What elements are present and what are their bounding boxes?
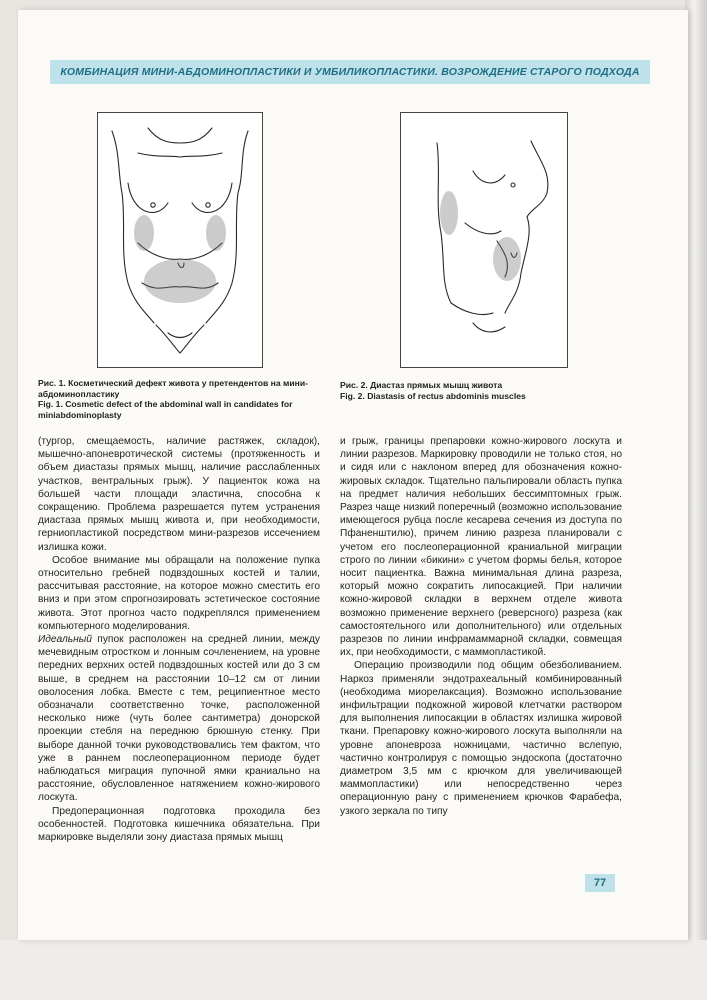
scan-margin [0, 940, 707, 1000]
figure-1-caption-ru: Рис. 1. Косметический дефект живота у претендентов на мини-абдоминопластику [38, 378, 308, 399]
book-spine [685, 0, 707, 1000]
page-number-label: 77 [593, 877, 607, 889]
figure-2-caption-en: Fig. 2. Diastasis of rectus abdominis muscles [340, 390, 526, 401]
figure-2 [400, 112, 568, 368]
running-header [50, 60, 650, 84]
paragraph [38, 633, 320, 805]
right-column [340, 435, 622, 818]
paragraph: и грыж, границы препаровки кожно-жирового лоскута и линии разрезов. Маркировку проводили не только стоя, но и сидя или с наклоном вперед для обозначения кожно-жировых складок. Тщательно пальпировали область пупка на предмет наличия небольших бессимптомных грыж. Разрез чаще низкий поперечный (возможно использование имеющегося рубца после кесарева сечения из доступа по Пфаненштилю), причем линию разреза планировали с учетом его послеоперационной краниальной миграции строго по линии «бикини» с учетом формы белья, которое носит пациентка. Важна минимальная длина разреза, который можно сократить липосакцией. При наличии кожно-жировой складки в верхнем отделе живота возможно применение верхнего (реверсного) разреза (как самостоятельного или дополнительного) или отдельных разрезов по линии инфрамаммарной складки, совмещая их, при необходимости, с маммопластикой. [340, 436, 622, 659]
torso-front-sketch-icon [98, 113, 262, 367]
page-number [585, 874, 615, 892]
figure-2-caption-ru: Рис. 2. Диастаз прямых мышц живота [340, 380, 503, 390]
figure-1-caption-en: Fig. 1. Cosmetic defect of the abdominal wall in candidates for miniabdominoplasty [38, 399, 293, 420]
paragraph: Особое внимание мы обращали на положение пупка относительно гребней подвздошных костей и талии, рассчитывая расстояние, на которое можно сместить его вниз и при этом спрогнозировать эстетическое состояние живота. Этот прогноз часто подкреплялся применением компьютерного моделирования. [38, 554, 320, 632]
figure-1 [97, 112, 263, 368]
paragraph: (тургор, смещаемость, наличие растяжек, складок), мышечно-апоневротической системы (протяженность и объем диастазы прямых мышц, наличие расслабленных участков, вентральных грыж). У пациенток кожа на большей части площади эластична, способна к сокращению. Проблема разрешается путем устранения диастаза прямых мышц живота и, при необходимости, герниопластикой посредством мини-разрезов иссечением излишка кожи. [38, 436, 320, 553]
paragraph-continuation: пупок расположен на средней линии, между мечевидным отростком и лонным сочленением, на уровне передних верхних остей подвздошных костей или до 3 см выше, в среднем на расстоянии 10–12 см от линии оволосения лобка. Вместе с тем, реципиентное место обозначали соответственно точке, расположенной несколько ниже (чуть более сантиметра) донорской проекции стебля на переднюю брюшную стенку. При выборе данной точки руководствовались тем фактом, что уже в раннем послеоперационном периоде будет наблюдаться миграция пупочной ямки краниально на расстояние, обусловленное натяжением кожно-жирового лоскута. [38, 634, 320, 804]
running-title: КОМБИНАЦИЯ МИНИ-АБДОМИНОПЛАСТИКИ И УМБИЛИКОПЛАСТИКИ. ВОЗРОЖДЕНИЕ СТАРОГО ПОДХОДА [60, 66, 640, 78]
left-column [38, 435, 320, 844]
figure-1-caption [38, 378, 338, 420]
torso-side-sketch-icon [401, 113, 567, 367]
paragraph: Предоперационная подготовка проходила без особенностей. Подготовка кишечника обязательна. При маркировке выделяли зону диастаза прямых мышц [38, 805, 320, 844]
figure-2-caption [340, 380, 620, 401]
paragraph: Операцию производили под общим обезболиванием. Наркоз применяли эндотрахеальный комбинированный (необходима миорелаксация). Возможно использование инфильтрации подкожной жировой клетчатки раствором для выполнения липосакции в областях излишка жировой ткани. Препаровку кожно-жирового лоскута выполняли на уровне апоневроза ножницами, частично вслепую, частично контролируя с помощью эндоскопа (достаточно диаметром 3,5 мм с крючком для увеличивающей маммопластики) или непосредственно через операционную рану с применением крючков Фарабефа, узкого зеркала по типу [340, 660, 622, 817]
italic-term: Идеальный [38, 634, 92, 646]
